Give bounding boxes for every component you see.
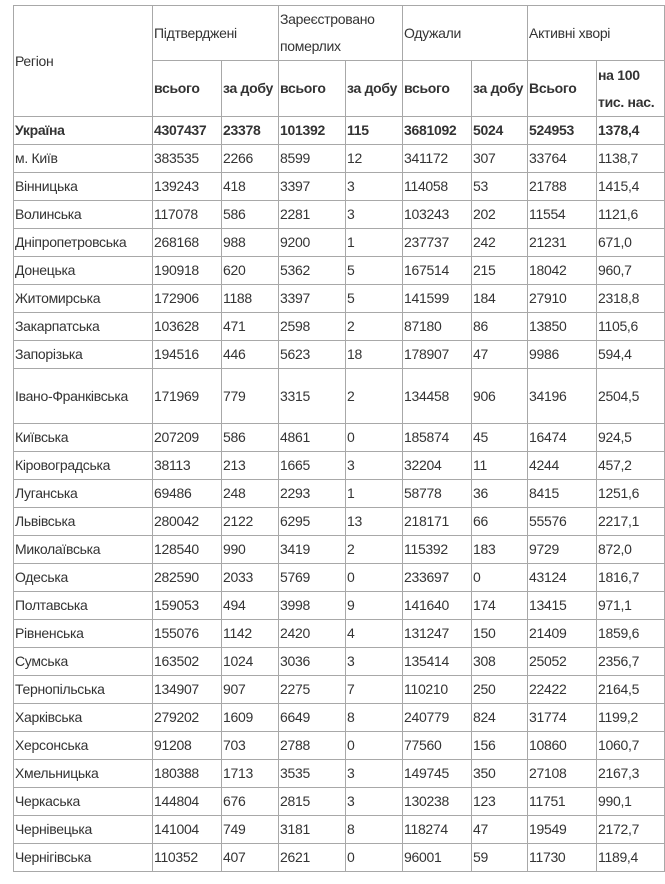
cell-value: 471 <box>222 313 279 341</box>
region-name: Сумська <box>14 648 153 676</box>
cell-value: 31774 <box>528 704 597 732</box>
cell-value: 907 <box>222 676 279 704</box>
header-confirmed: Підтверджені <box>153 6 279 61</box>
cell-value: 141599 <box>403 285 472 313</box>
cell-value: 9200 <box>279 229 346 257</box>
cell-value: 971,1 <box>597 592 665 620</box>
cell-value: 18 <box>346 341 403 369</box>
cell-value: 59 <box>472 844 528 872</box>
table-row <box>14 480 665 508</box>
cell-value: 110210 <box>403 676 472 704</box>
cell-value: 3998 <box>279 592 346 620</box>
cell-value: 2275 <box>279 676 346 704</box>
cell-value: 3535 <box>279 760 346 788</box>
cell-value: 3181 <box>279 816 346 844</box>
cell-value: 38113 <box>153 452 222 480</box>
cell-value: 4307437 <box>153 117 222 145</box>
cell-value: 16474 <box>528 424 597 452</box>
cell-value: 141640 <box>403 592 472 620</box>
cell-value: 115392 <box>403 536 472 564</box>
cell-value: 3397 <box>279 173 346 201</box>
cell-value: 3419 <box>279 536 346 564</box>
cell-value: 91208 <box>153 732 222 760</box>
table-row <box>14 788 665 816</box>
table-row <box>14 285 665 313</box>
cell-value: 135414 <box>403 648 472 676</box>
cell-value: 250 <box>472 676 528 704</box>
cell-value: 45 <box>472 424 528 452</box>
cell-value: 12 <box>346 145 403 173</box>
cell-value: 155076 <box>153 620 222 648</box>
cell-value: 7 <box>346 676 403 704</box>
cell-value: 586 <box>222 201 279 229</box>
cell-value: 34196 <box>528 369 597 424</box>
cell-value: 0 <box>346 732 403 760</box>
region-name: Хмельницька <box>14 760 153 788</box>
cell-value: 1199,2 <box>597 704 665 732</box>
cell-value: 2164,5 <box>597 676 665 704</box>
region-name: Кіровоградська <box>14 452 153 480</box>
header-region: Регіон <box>14 6 153 117</box>
cell-value: 159053 <box>153 592 222 620</box>
cell-value: 2788 <box>279 732 346 760</box>
cell-value: 139243 <box>153 173 222 201</box>
cell-value: 96001 <box>403 844 472 872</box>
cell-value: 185874 <box>403 424 472 452</box>
cell-value: 2 <box>346 536 403 564</box>
cell-value: 115 <box>346 117 403 145</box>
header-active: Активні хворі <box>528 6 665 61</box>
cell-value: 77560 <box>403 732 472 760</box>
cell-value: 11751 <box>528 788 597 816</box>
cell-value: 184 <box>472 285 528 313</box>
table-row <box>14 508 665 536</box>
cell-value: 3 <box>346 648 403 676</box>
cell-value: 171969 <box>153 369 222 424</box>
cell-value: 6649 <box>279 704 346 732</box>
table-row <box>14 704 665 732</box>
cell-value: 194516 <box>153 341 222 369</box>
cell-value: 1024 <box>222 648 279 676</box>
cell-value: 494 <box>222 592 279 620</box>
cell-value: 824 <box>472 704 528 732</box>
region-name: м. Київ <box>14 145 153 173</box>
cell-value: 69486 <box>153 480 222 508</box>
cell-value: 990,1 <box>597 788 665 816</box>
cell-value: 19549 <box>528 816 597 844</box>
cell-value: 87180 <box>403 313 472 341</box>
cell-value: 11554 <box>528 201 597 229</box>
cell-value: 457,2 <box>597 452 665 480</box>
cell-value: 2815 <box>279 788 346 816</box>
cell-value: 383535 <box>153 145 222 173</box>
cell-value: 218171 <box>403 508 472 536</box>
region-name: Чернівецька <box>14 816 153 844</box>
cell-value: 407 <box>222 844 279 872</box>
cell-value: 2266 <box>222 145 279 173</box>
cell-value: 3 <box>346 788 403 816</box>
cell-value: 2621 <box>279 844 346 872</box>
cell-value: 215 <box>472 257 528 285</box>
cell-value: 1060,7 <box>597 732 665 760</box>
cell-value: 279202 <box>153 704 222 732</box>
cell-value: 1251,6 <box>597 480 665 508</box>
cell-value: 1415,4 <box>597 173 665 201</box>
cell-value: 8 <box>346 816 403 844</box>
cell-value: 103243 <box>403 201 472 229</box>
cell-value: 10860 <box>528 732 597 760</box>
cell-value: 1713 <box>222 760 279 788</box>
cell-value: 3 <box>346 760 403 788</box>
cell-value: 4 <box>346 620 403 648</box>
subheader-0: всього <box>153 61 222 117</box>
cell-value: 671,0 <box>597 229 665 257</box>
cell-value: 1665 <box>279 452 346 480</box>
cell-value: 1378,4 <box>597 117 665 145</box>
cell-value: 924,5 <box>597 424 665 452</box>
cell-value: 156 <box>472 732 528 760</box>
table-row <box>14 844 665 872</box>
cell-value: 703 <box>222 732 279 760</box>
cell-value: 1 <box>346 229 403 257</box>
region-name: Одеська <box>14 564 153 592</box>
cell-value: 446 <box>222 341 279 369</box>
table-row <box>14 564 665 592</box>
cell-value: 233697 <box>403 564 472 592</box>
cell-value: 103628 <box>153 313 222 341</box>
cell-value: 1121,6 <box>597 201 665 229</box>
cell-value: 280042 <box>153 508 222 536</box>
region-name: Дніпропетровська <box>14 229 153 257</box>
cell-value: 341172 <box>403 145 472 173</box>
subheader-4: всього <box>403 61 472 117</box>
cell-value: 2 <box>346 313 403 341</box>
table-row <box>14 257 665 285</box>
cell-value: 134907 <box>153 676 222 704</box>
cell-value: 66 <box>472 508 528 536</box>
region-name: Запорізька <box>14 341 153 369</box>
region-name: Херсонська <box>14 732 153 760</box>
cell-value: 237737 <box>403 229 472 257</box>
cell-value: 144804 <box>153 788 222 816</box>
cell-value: 676 <box>222 788 279 816</box>
cell-value: 242 <box>472 229 528 257</box>
cell-value: 32204 <box>403 452 472 480</box>
cell-value: 1189,4 <box>597 844 665 872</box>
cell-value: 0 <box>346 564 403 592</box>
table-row <box>14 369 665 424</box>
region-name: Закарпатська <box>14 313 153 341</box>
cell-value: 3681092 <box>403 117 472 145</box>
cell-value: 43124 <box>528 564 597 592</box>
cell-value: 3 <box>346 201 403 229</box>
cell-value: 13415 <box>528 592 597 620</box>
cell-value: 9986 <box>528 341 597 369</box>
cell-value: 268168 <box>153 229 222 257</box>
cell-value: 1142 <box>222 620 279 648</box>
cell-value: 0 <box>346 844 403 872</box>
cell-value: 58778 <box>403 480 472 508</box>
cell-value: 3 <box>346 452 403 480</box>
subheader-6: Всього <box>528 61 597 117</box>
cell-value: 27910 <box>528 285 597 313</box>
cell-value: 141004 <box>153 816 222 844</box>
cell-value: 418 <box>222 173 279 201</box>
cell-value: 8415 <box>528 480 597 508</box>
cell-value: 990 <box>222 536 279 564</box>
cell-value: 149745 <box>403 760 472 788</box>
cell-value: 960,7 <box>597 257 665 285</box>
table-row <box>14 592 665 620</box>
cell-value: 110352 <box>153 844 222 872</box>
table-row <box>14 760 665 788</box>
cell-value: 190918 <box>153 257 222 285</box>
cell-value: 11 <box>472 452 528 480</box>
cell-value: 163502 <box>153 648 222 676</box>
cell-value: 594,4 <box>597 341 665 369</box>
cell-value: 282590 <box>153 564 222 592</box>
cell-value: 11730 <box>528 844 597 872</box>
table-row <box>14 229 665 257</box>
region-name: Луганська <box>14 480 153 508</box>
cell-value: 2281 <box>279 201 346 229</box>
cell-value: 8 <box>346 704 403 732</box>
cell-value: 174 <box>472 592 528 620</box>
cell-value: 1 <box>346 480 403 508</box>
cell-value: 5 <box>346 257 403 285</box>
region-name: Івано-Франківська <box>14 369 153 424</box>
cell-value: 0 <box>472 564 528 592</box>
header-deaths: Зареєстровано померлих <box>279 6 403 61</box>
cell-value: 308 <box>472 648 528 676</box>
subheader-2: всього <box>279 61 346 117</box>
region-name: Вінницька <box>14 173 153 201</box>
cell-value: 86 <box>472 313 528 341</box>
cell-value: 5 <box>346 285 403 313</box>
cell-value: 2033 <box>222 564 279 592</box>
table-row <box>14 424 665 452</box>
covid-regions-table <box>13 5 665 872</box>
region-name: Житомирська <box>14 285 153 313</box>
cell-value: 4244 <box>528 452 597 480</box>
cell-value: 240779 <box>403 704 472 732</box>
cell-value: 8599 <box>279 145 346 173</box>
cell-value: 47 <box>472 816 528 844</box>
cell-value: 25052 <box>528 648 597 676</box>
cell-value: 150 <box>472 620 528 648</box>
cell-value: 0 <box>346 424 403 452</box>
table-row <box>14 620 665 648</box>
table-row <box>14 536 665 564</box>
table-row <box>14 732 665 760</box>
region-name: Полтавська <box>14 592 153 620</box>
cell-value: 21788 <box>528 173 597 201</box>
cell-value: 118274 <box>403 816 472 844</box>
cell-value: 202 <box>472 201 528 229</box>
region-name: Тернопільська <box>14 676 153 704</box>
cell-value: 130238 <box>403 788 472 816</box>
cell-value: 248 <box>222 480 279 508</box>
cell-value: 2598 <box>279 313 346 341</box>
cell-value: 1816,7 <box>597 564 665 592</box>
cell-value: 2217,1 <box>597 508 665 536</box>
subheader-5: за добу <box>472 61 528 117</box>
table-row <box>14 313 665 341</box>
cell-value: 55576 <box>528 508 597 536</box>
cell-value: 3397 <box>279 285 346 313</box>
cell-value: 2318,8 <box>597 285 665 313</box>
table-row <box>14 676 665 704</box>
cell-value: 13850 <box>528 313 597 341</box>
cell-value: 207209 <box>153 424 222 452</box>
cell-value: 4861 <box>279 424 346 452</box>
cell-value: 134458 <box>403 369 472 424</box>
cell-value: 101392 <box>279 117 346 145</box>
cell-value: 3036 <box>279 648 346 676</box>
cell-value: 23378 <box>222 117 279 145</box>
cell-value: 21231 <box>528 229 597 257</box>
table-row <box>14 145 665 173</box>
cell-value: 586 <box>222 424 279 452</box>
cell-value: 2504,5 <box>597 369 665 424</box>
subheader-7: на 100 тис. нас. <box>597 61 665 117</box>
cell-value: 350 <box>472 760 528 788</box>
cell-value: 2293 <box>279 480 346 508</box>
cell-value: 1138,7 <box>597 145 665 173</box>
cell-value: 2122 <box>222 508 279 536</box>
cell-value: 749 <box>222 816 279 844</box>
cell-value: 131247 <box>403 620 472 648</box>
cell-value: 18042 <box>528 257 597 285</box>
cell-value: 906 <box>472 369 528 424</box>
header-recovered: Одужали <box>403 6 528 61</box>
cell-value: 172906 <box>153 285 222 313</box>
cell-value: 5769 <box>279 564 346 592</box>
cell-value: 178907 <box>403 341 472 369</box>
cell-value: 27108 <box>528 760 597 788</box>
cell-value: 524953 <box>528 117 597 145</box>
cell-value: 2420 <box>279 620 346 648</box>
cell-value: 9729 <box>528 536 597 564</box>
total-row <box>14 117 665 145</box>
cell-value: 180388 <box>153 760 222 788</box>
cell-value: 13 <box>346 508 403 536</box>
region-name: Київська <box>14 424 153 452</box>
cell-value: 620 <box>222 257 279 285</box>
cell-value: 47 <box>472 341 528 369</box>
table-row <box>14 201 665 229</box>
cell-value: 2167,3 <box>597 760 665 788</box>
cell-value: 6295 <box>279 508 346 536</box>
cell-value: 53 <box>472 173 528 201</box>
cell-value: 1609 <box>222 704 279 732</box>
region-name: Рівненська <box>14 620 153 648</box>
cell-value: 22422 <box>528 676 597 704</box>
region-name: Миколаївська <box>14 536 153 564</box>
cell-value: 123 <box>472 788 528 816</box>
cell-value: 2 <box>346 369 403 424</box>
region-name: Черкаська <box>14 788 153 816</box>
cell-value: 167514 <box>403 257 472 285</box>
cell-value: 183 <box>472 536 528 564</box>
region-name: Львівська <box>14 508 153 536</box>
cell-value: 1188 <box>222 285 279 313</box>
cell-value: 117078 <box>153 201 222 229</box>
cell-value: 779 <box>222 369 279 424</box>
cell-value: 36 <box>472 480 528 508</box>
cell-value: 114058 <box>403 173 472 201</box>
cell-value: 128540 <box>153 536 222 564</box>
subheader-1: за добу <box>222 61 279 117</box>
table-row <box>14 648 665 676</box>
region-name: Чернігівська <box>14 844 153 872</box>
cell-value: 5362 <box>279 257 346 285</box>
cell-value: 872,0 <box>597 536 665 564</box>
table-row <box>14 173 665 201</box>
cell-value: 2172,7 <box>597 816 665 844</box>
cell-value: 988 <box>222 229 279 257</box>
region-name: Харківська <box>14 704 153 732</box>
cell-value: 2356,7 <box>597 648 665 676</box>
cell-value: 9 <box>346 592 403 620</box>
cell-value: 213 <box>222 452 279 480</box>
cell-value: 21409 <box>528 620 597 648</box>
region-name: Волинська <box>14 201 153 229</box>
table-row <box>14 452 665 480</box>
cell-value: 1859,6 <box>597 620 665 648</box>
table-row <box>14 341 665 369</box>
cell-value: 33764 <box>528 145 597 173</box>
region-name: Донецька <box>14 257 153 285</box>
cell-value: 307 <box>472 145 528 173</box>
cell-value: 1105,6 <box>597 313 665 341</box>
subheader-3: за добу <box>346 61 403 117</box>
cell-value: 3 <box>346 173 403 201</box>
cell-value: 5024 <box>472 117 528 145</box>
table-row <box>14 816 665 844</box>
cell-value: 3315 <box>279 369 346 424</box>
cell-value: 5623 <box>279 341 346 369</box>
region-name: Україна <box>14 117 153 145</box>
